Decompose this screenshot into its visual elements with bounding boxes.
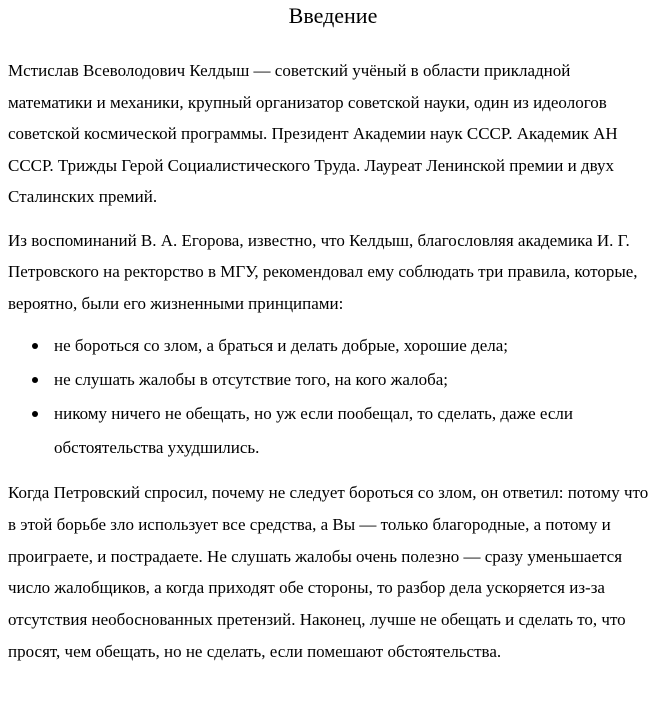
explanation-paragraph: Когда Петровский спросил, почему не следует бороться со злом, он ответил: потому что в этой борьбе зло использует все средства, а Вы — только благородные, а потому и проиграете, и пострадаете. Не слушать жалобы очень полезно — сразу уменьшается число жалобщиков, а когда приходят обе стороны, то разбор дела ускоряется из-за отсутствия необоснованных претензий. Наконец, лучше не обещать и сделать то, что просят, чем обещать, но не сделать, если помешают обстоятельства. [8, 483, 649, 661]
rules-list [8, 329, 658, 465]
memoir-paragraph: Из воспоминаний В. А. Егорова, известно, что Келдыш, благословляя академика И. Г. Петровского на ректорство в МГУ, рекомендовал ему соблюдать три правила, которые, вероятно, были его жизненными принципами: [8, 230, 638, 313]
list-item [8, 363, 658, 397]
bullet-icon [32, 377, 38, 383]
page-title: Введение [288, 3, 378, 28]
list-item [8, 329, 658, 363]
rule-text: не слушать жалобы в отсутствие того, на кого жалоба; [54, 370, 449, 389]
list-item [8, 397, 658, 465]
rule-text: никому ничего не обещать, но уж если пообещал, то сделать, даже если обстоятельства ухудшились. [54, 404, 573, 457]
rule-text: не бороться со злом, а браться и делать добрые, хорошие дела; [54, 336, 509, 355]
document-page [0, 2, 666, 721]
bullet-icon [32, 411, 38, 417]
bullet-icon [32, 343, 38, 349]
intro-paragraph: Мстислав Всеволодович Келдыш — советский учёный в области прикладной математики и механики, крупный организатор советской науки, один из идеологов советской космической программы. Президент Академии наук СССР. Академик АН СССР. Трижды Герой Социалистического Труда. Лауреат Ленинской премии и двух Сталинских премий. [8, 61, 618, 206]
